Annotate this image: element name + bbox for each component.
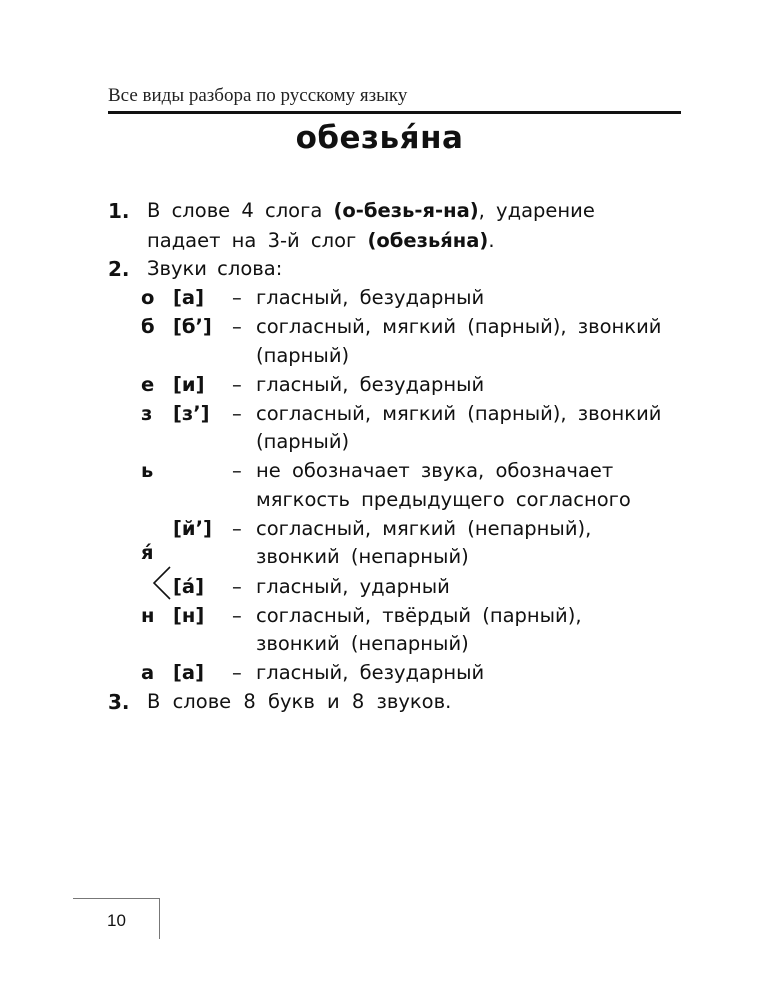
sound-description: звонкий (непарный) (256, 545, 469, 568)
sound-description: мягкость предыдущего согласного (256, 488, 631, 511)
running-header: Все виды разбора по русскому языку (108, 85, 408, 106)
sound-description: гласный, безударный (256, 286, 485, 309)
item-1-text-c: , ударение (478, 199, 595, 222)
sound-letter: ь (141, 459, 154, 482)
sound-letter: б (141, 315, 155, 338)
sound-transcription: [з’] (173, 402, 210, 425)
item-1-number: 1. (108, 199, 130, 223)
sound-letter: о (141, 286, 155, 309)
sound-transcription: [й’] (173, 517, 212, 540)
item-3-text: В слове 8 букв и 8 звуков. (147, 690, 452, 713)
item-1-stressed-word: (обезья́на) (367, 229, 489, 252)
sound-description: звонкий (непарный) (256, 632, 469, 655)
sound-dash: – (232, 459, 242, 482)
sound-letter: я́ (141, 541, 154, 564)
item-2-number: 2. (108, 257, 130, 281)
sound-description: согласный, мягкий (парный), звонкий (256, 402, 662, 425)
sound-dash: – (232, 604, 242, 627)
sound-transcription: [б’] (173, 315, 212, 338)
sound-description: гласный, ударный (256, 575, 450, 598)
sound-dash: – (232, 517, 242, 540)
sound-letter: е (141, 373, 155, 396)
item-1-line-2 (147, 231, 495, 251)
sound-dash: – (232, 661, 242, 684)
sound-description: согласный, мягкий (парный), звонкий (256, 315, 662, 338)
header-rule (108, 111, 681, 114)
sound-description: согласный, твёрдый (парный), (256, 604, 582, 627)
item-2-text: Звуки слова: (147, 257, 283, 280)
page-title: обезья́на (295, 120, 464, 156)
sound-transcription: [а] (173, 661, 204, 684)
sound-dash: – (232, 373, 242, 396)
page-number: 10 (107, 911, 126, 930)
sound-description: согласный, мягкий (непарный), (256, 517, 592, 540)
item-1-text-d: падает на 3-й слог (147, 229, 368, 252)
sound-transcription: [а́] (173, 575, 204, 598)
sound-description: гласный, безударный (256, 373, 485, 396)
sound-description: (парный) (256, 344, 350, 367)
sound-description: гласный, безударный (256, 661, 485, 684)
item-1-text-e: . (488, 229, 495, 252)
sound-transcription: [а] (173, 286, 204, 309)
sound-transcription: [и] (173, 373, 205, 396)
item-1-syllables: (о-безь-я-на) (333, 199, 479, 222)
sound-description: не обозначает звука, обозначает (256, 459, 614, 482)
item-1-line-1 (147, 201, 595, 221)
item-1-text-a: В слове 4 слога (147, 199, 334, 222)
sound-dash: – (232, 286, 242, 309)
sound-dash: – (232, 402, 242, 425)
item-3-number: 3. (108, 690, 130, 714)
sound-letter: н (141, 604, 155, 627)
sound-letter: з (141, 402, 153, 425)
sound-transcription: [н] (173, 604, 205, 627)
bracket-icon (150, 565, 174, 601)
sound-description: (парный) (256, 430, 350, 453)
sound-dash: – (232, 575, 242, 598)
sound-letter: а (141, 661, 155, 684)
sound-dash: – (232, 315, 242, 338)
